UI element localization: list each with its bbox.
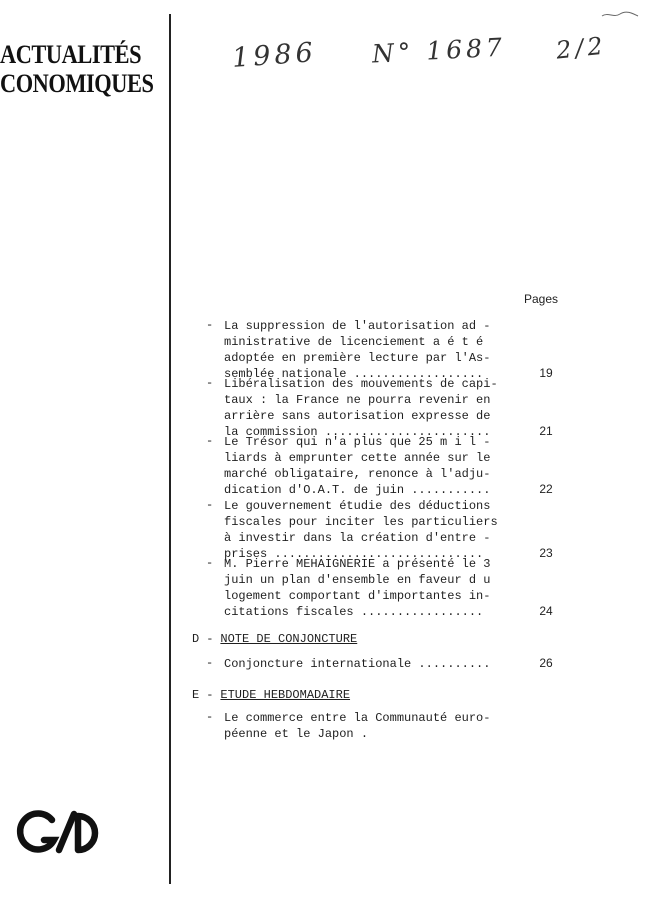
entry-page-number: 26: [539, 656, 553, 670]
entry-dash: -: [206, 710, 214, 724]
entry-line: ministrative de licenciement a é t é: [224, 335, 484, 349]
entry-line: dication d'O.A.T. de juin ...........: [224, 483, 491, 497]
section-heading: [192, 688, 350, 702]
entry-page-number: 23: [539, 546, 553, 560]
entry-dash: -: [206, 434, 214, 448]
entry-dash: -: [206, 656, 214, 670]
masthead-title: [0, 40, 154, 98]
toc-entry: [206, 376, 506, 440]
entry-line: Le gouvernement étudie des déductions: [224, 499, 491, 513]
entry-line: liards à emprunter cette année sur le: [224, 451, 491, 465]
section-separator: -: [206, 632, 214, 646]
entry-page-number: 19: [539, 366, 553, 380]
entry-line: Conjoncture internationale ..........: [224, 657, 491, 671]
entry-line: à investir dans la création d'entre -: [224, 531, 491, 545]
entry-dash: -: [206, 376, 214, 390]
gd-logo: [14, 808, 114, 856]
entry-line: La suppression de l'autorisation ad -: [224, 319, 491, 333]
entry-line: arrière sans autorisation expresse de: [224, 409, 491, 423]
section-title: NOTE DE CONJONCTURE: [220, 632, 358, 646]
entry-dash: -: [206, 498, 214, 512]
entry-line: juin un plan d'ensemble en faveur d u: [224, 573, 491, 587]
toc-entry: [206, 710, 506, 742]
entry-line: semblée nationale ..................: [224, 367, 484, 381]
toc-entry: [206, 498, 506, 562]
entry-dash: -: [206, 318, 214, 332]
entry-line: Le commerce entre la Communauté euro-: [224, 711, 491, 725]
section-title: ETUDE HEBDOMADAIRE: [220, 688, 351, 702]
vertical-rule: [169, 14, 171, 884]
section-separator: -: [206, 688, 214, 702]
entry-dash: -: [206, 556, 214, 570]
toc-entry: [206, 556, 506, 620]
entry-line: adoptée en première lecture par l'As-: [224, 351, 491, 365]
toc-entry: [206, 656, 506, 672]
handwritten-issue-number: N° 1687: [371, 32, 507, 69]
handwritten-year: 1986: [231, 37, 318, 74]
entry-page-number: 21: [539, 424, 553, 438]
entry-line: Libéralisation des mouvements de capi-: [224, 377, 498, 391]
section-letter: D: [192, 632, 200, 646]
entry-line: taux : la France ne pourra revenir en: [224, 393, 491, 407]
toc-entry: [206, 318, 506, 382]
section-heading: [192, 632, 357, 646]
logo-text: G/D: [64, 838, 66, 839]
entry-line: logement comportant d'importantes in-: [224, 589, 491, 603]
entry-line: péenne et le Japon .: [224, 727, 369, 741]
masthead-line-1: ACTUALITÉS: [0, 40, 142, 69]
entry-line: prises .............................: [224, 547, 484, 561]
entry-line: la commission .......................: [224, 425, 491, 439]
pages-column-header: Pages: [524, 292, 559, 306]
entry-line: M. Pierre MEHAIGNERIE a présenté le 3: [224, 557, 491, 571]
entry-line: fiscales pour inciter les particuliers: [224, 515, 498, 529]
toc-entry: [206, 434, 506, 498]
section-letter: E: [192, 688, 200, 702]
handwritten-page-count: 2/2: [554, 31, 608, 65]
masthead-line-2: CONOMIQUES: [0, 69, 154, 98]
entry-page-number: 24: [539, 604, 553, 618]
pen-mark: [600, 8, 640, 20]
entry-line: citations fiscales .................: [224, 605, 484, 619]
entry-line: marché obligataire, renonce à l'adju-: [224, 467, 491, 481]
entry-page-number: 22: [539, 482, 553, 496]
entry-line: Le Trésor qui n'a plus que 25 m i l -: [224, 435, 491, 449]
